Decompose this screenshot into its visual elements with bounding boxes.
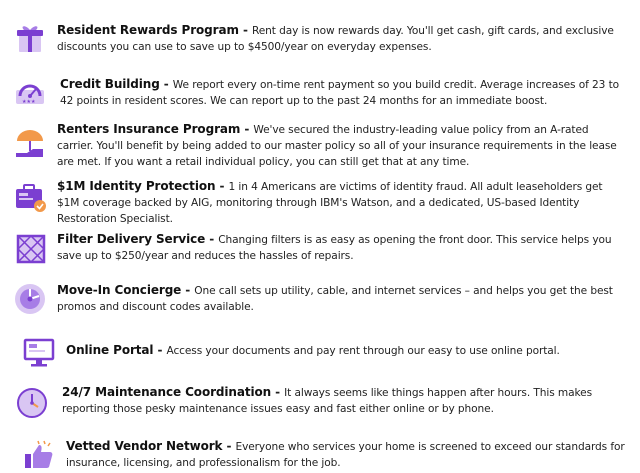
online-portal-text: Online Portal - Access your documents and pay rent through our easy to use online portal. [66,343,560,357]
resident-rewards-title: Resident Rewards Program [57,23,239,37]
vetted-vendor-text: Vetted Vendor Network - Everyone who services your home is screened to exceed our standards for insurance, licensing, and professionalism for the job. [66,439,625,469]
clock-icon [15,386,49,420]
credit-gauge-icon [13,76,47,110]
resident-rewards-desc: Rent day is now rewards day. You'll get cash, gift cards, and exclusive discounts you can use to save up to $4500/year on everyday expenses. [57,25,614,53]
credit-building-desc: We report every on-time rent payment so you build credit. Average increases of 23 to 42 points in resident scores. We can report up to the past 24 months for an immediate boost. [60,79,620,107]
resident-rewards-text: Resident Rewards Program - Rent day is now rewards day. You'll get cash, gift cards, and exclusive discounts you can use to save up to $4500/year on everyday expenses. [57,23,614,53]
maintenance-text: 24/7 Maintenance Coordination - It always seems like things happen after hours. This makes reporting those pesky maintenance issues easy and fast either online or by phone. [62,385,592,415]
move-in-concierge-title: Move-In Concierge [57,283,182,297]
renters-insurance-text: Renters Insurance Program - We've secured the industry-leading value policy from an A-rated carrier. You'll benefit by being added to our master policy so all of your insurance requirements in the lease are met. If you want a retail individual policy, you can still get that at any time. [57,122,617,168]
online-portal-desc: Access your documents and pay rent through our easy to use online portal. [166,345,560,357]
credit-building-text: Credit Building - We report every on-time rent payment so you build credit. Average increases of 23 to 42 points in resident scores. We can report up to the past 24 months for an immediate boost. [60,77,620,107]
identity-protection-title: $1M Identity Protection [57,179,216,193]
svg-text:★★★: ★★★ [22,99,36,105]
vetted-vendor-title: Vetted Vendor Network [66,439,223,453]
monitor-icon [22,336,56,370]
gift-icon [13,22,47,56]
filter-icon [14,232,48,266]
identity-protection-text: $1M Identity Protection - 1 in 4 Americans are victims of identity fraud. All adult leaseholders get $1M coverage backed by AIG, monitoring through IBM's Watson, and a dedicated, US-based Identity Restoration Specialist. [57,179,603,225]
umbrella-hand-icon [13,127,47,161]
move-in-concierge-text: Move-In Concierge - One call sets up utility, cable, and internet services – and helps you get the best promos and discount codes available. [57,283,613,313]
renters-insurance-title: Renters Insurance Program [57,122,241,136]
move-in-concierge-desc: One call sets up utility, cable, and internet services – and helps you get the best promos and discount codes available. [57,285,613,313]
credit-building-title: Credit Building [60,77,160,91]
vetted-vendor-desc: Everyone who services your home is screened to exceed our standards for insurance, licensing, and professionalism for the job. [66,441,625,469]
renters-insurance-desc: We've secured the industry-leading value policy from an A-rated carrier. You'll benefit by being added to our master policy so all of your insurance requirements in the lease are met. If you want a retail individual policy, you can still get that at any time. [57,124,617,168]
maintenance-desc: It always seems like things happen after hours. This makes reporting those pesky maintenance issues easy and fast either online or by phone. [62,387,592,415]
online-portal-title: Online Portal [66,343,154,357]
identity-protection-desc: 1 in 4 Americans are victims of identity fraud. All adult leaseholders get $1M coverage backed by AIG, monitoring through IBM's Watson, and a dedicated, US-based Identity Restoration Specialist. [57,181,603,225]
thumbs-up-icon [22,439,56,473]
filter-delivery-desc: Changing filters is as easy as opening the front door. This service helps you save up to $250/year and reduces the hassles of repairs. [57,234,612,262]
filter-delivery-text: Filter Delivery Service - Changing filters is as easy as opening the front door. This service helps you save up to $250/year and reduces the hassles of repairs. [57,232,612,262]
filter-delivery-title: Filter Delivery Service [57,232,206,246]
concierge-icon [13,282,47,316]
maintenance-title: 24/7 Maintenance Coordination [62,385,272,399]
id-briefcase-icon [13,180,47,214]
